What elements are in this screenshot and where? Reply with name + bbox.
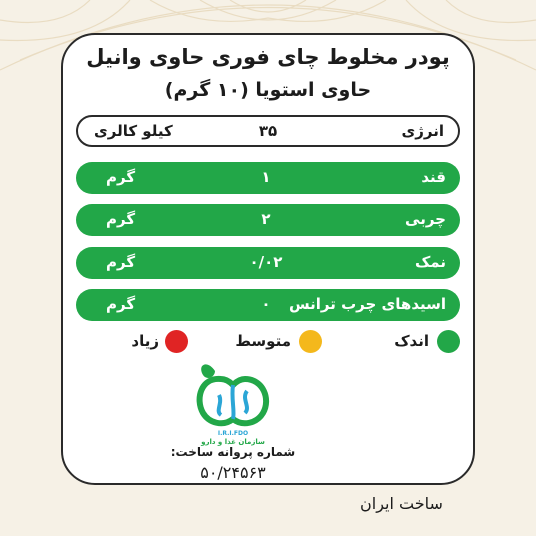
product-title: پودر مخلوط چای فوری حاوی وانیل: [86, 45, 450, 69]
legend-label: زیاد: [131, 332, 159, 350]
nutrient-row-fat: [76, 204, 460, 236]
energy-value: ۳۵: [258, 122, 278, 140]
nutrient-unit: گرم: [106, 295, 136, 313]
legend-label: اندک: [394, 332, 429, 350]
amber-dot-icon: [299, 330, 322, 353]
nutrition-label-card: [61, 33, 475, 485]
nutrient-name: اسیدهای چرب ترانس: [288, 295, 446, 313]
nutrient-name: چربی: [405, 210, 446, 228]
legend-item-high: [123, 330, 193, 354]
legend-label: متوسط: [235, 332, 291, 350]
product-subtitle: حاوی استویا (۱۰ گرم): [164, 79, 372, 101]
nutrient-unit: گرم: [106, 253, 136, 271]
nutrient-unit: گرم: [106, 210, 136, 228]
nutrient-row-sugar: [76, 162, 460, 194]
nutrient-name: نمک: [414, 253, 446, 271]
energy-row: [76, 115, 460, 147]
logo-org-text: سازمان غذا و دارو: [201, 438, 265, 446]
iran-fda-logo-icon: [193, 355, 273, 451]
nutrient-row-trans-fat: [76, 289, 460, 321]
energy-unit: کیلو کالری: [94, 122, 173, 140]
traffic-light-legend: [63, 328, 477, 356]
red-dot-icon: [165, 330, 188, 353]
permit-number: ۵۰/۲۴۵۶۳: [200, 463, 266, 482]
nutrient-row-salt: [76, 247, 460, 279]
nutrient-name: قند: [421, 168, 446, 186]
nutrient-value: ۰: [261, 295, 271, 313]
legend-item-medium: [233, 330, 323, 354]
nutrient-value: ۲: [261, 210, 271, 228]
legend-item-low: [373, 330, 463, 354]
made-in-iran-text: ساخت ایران: [360, 494, 443, 513]
energy-label: انرژی: [401, 122, 444, 140]
green-dot-icon: [437, 330, 460, 353]
permit-label: شماره پروانه ساخت:: [170, 445, 296, 459]
nutrient-value: ۰/۰۲: [249, 253, 283, 271]
nutrient-unit: گرم: [106, 168, 136, 186]
nutrient-value: ۱: [261, 168, 271, 186]
logo-abbr: I.R.I.FDO: [217, 430, 249, 437]
